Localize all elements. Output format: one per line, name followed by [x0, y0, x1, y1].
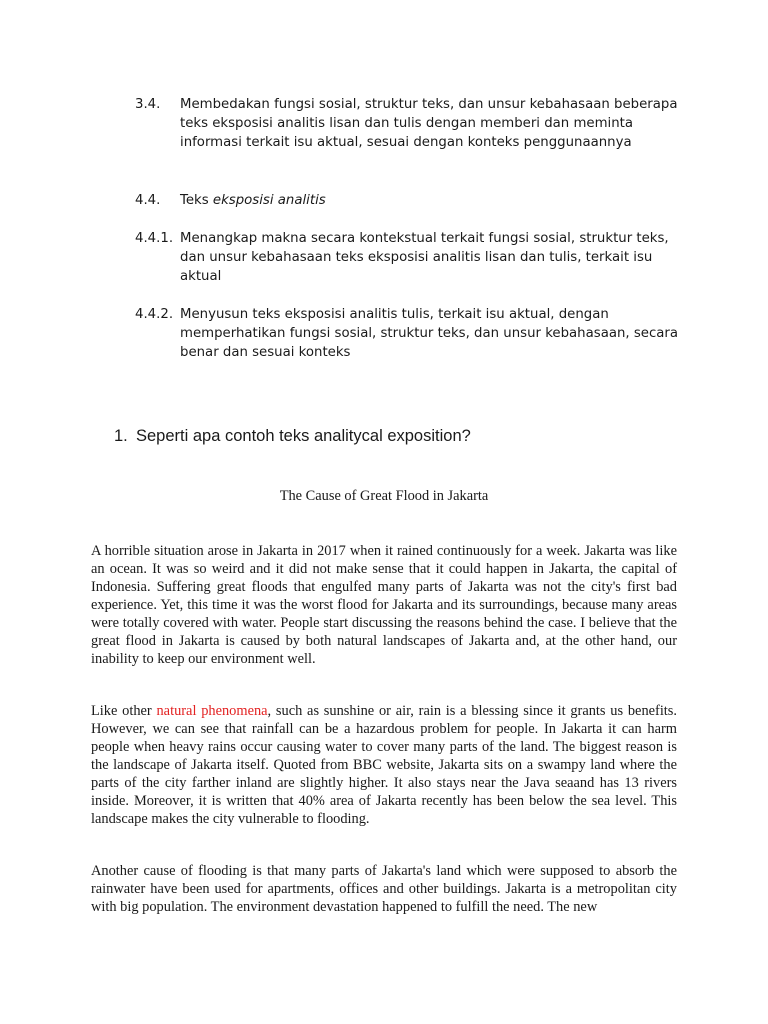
- essay-title: The Cause of Great Flood in Jakarta: [279, 488, 489, 504]
- objective-text: Membedakan fungsi sosial, struktur teks, dan unsur kebahasaan beberapa teks eksposisi analitis lisan dan tulis dengan memberi dan meminta informasi terkait isu aktual, sesuai dengan konteks penggunaannya: [180, 97, 678, 150]
- objective-number: 4.4.2.: [135, 307, 174, 322]
- natural-phenomena-link[interactable]: natural phenomena: [156, 703, 268, 719]
- objective-number: 4.4.: [135, 193, 161, 208]
- essay-paragraph-1: A horrible situation arose in Jakarta in 2017 when it rained continuously for a week. Jakarta was like an ocean. It was so weird and it did not make sense that it could happen in Jakarta, the capital of Indonesia. Suffering great floods that engulfed many parts of Jakarta was not the city's first bad experience. Yet, this time it was the worst flood for Jakarta and its surroundings, because many areas were totally covered with water. People start discussing the reasons behind the case. I believe that the great flood in Jakarta is caused by both natural landscapes of Jakarta and, at the other hand, our inability to keep our environment well.: [91, 543, 677, 667]
- question-heading: [114, 427, 471, 446]
- objective-text: Teks: [180, 193, 213, 208]
- objective-text-italic: eksposisi analitis: [212, 193, 326, 208]
- objective-4-4-1: [135, 229, 695, 286]
- question-text: Seperti apa contoh teks analitycal exposition?: [136, 427, 471, 445]
- question-number: 1.: [114, 427, 128, 445]
- objective-number: 3.4.: [135, 97, 161, 112]
- objective-number: 4.4.1.: [135, 231, 174, 246]
- objective-text: Menangkap makna secara kontekstual terkait fungsi sosial, struktur teks, dan unsur kebahasaan teks eksposisi analitis lisan dan tulis, terkait isu aktual: [180, 231, 669, 284]
- essay-paragraph-3: Another cause of flooding is that many parts of Jakarta's land which were supposed to absorb the rainwater have been used for apartments, offices and other buildings. Jakarta is a metropolitan city with big population. The environment devastation happened to fulfill the need. The new: [91, 863, 677, 915]
- objective-4-4: [135, 191, 695, 210]
- essay-paragraph-2: Like other natural phenomena, such as sunshine or air, rain is a blessing since it grants us benefits. However, we can see that rainfall can be a hazardous problem for people. In Jakarta it can harm people when heavy rains occur causing water to cover many parts of the land. The biggest reason is the landscape of Jakarta itself. Quoted from BBC website, Jakarta sits on a swampy land where the parts of the city farther inland are slightly higher. It also stays near the Java seaand has 13 rivers inside. Moreover, it is written that 40% area of Jakarta recently has been below the sea level. This landscape makes the city vulnerable to flooding.: [91, 703, 678, 827]
- objective-3-4: [135, 95, 695, 152]
- objective-text: Menyusun teks eksposisi analitis tulis, terkait isu aktual, dengan memperhatikan fungsi sosial, struktur teks, dan unsur kebahasaan, secara benar dan sesuai konteks: [180, 307, 679, 360]
- objective-4-4-2: [135, 305, 695, 362]
